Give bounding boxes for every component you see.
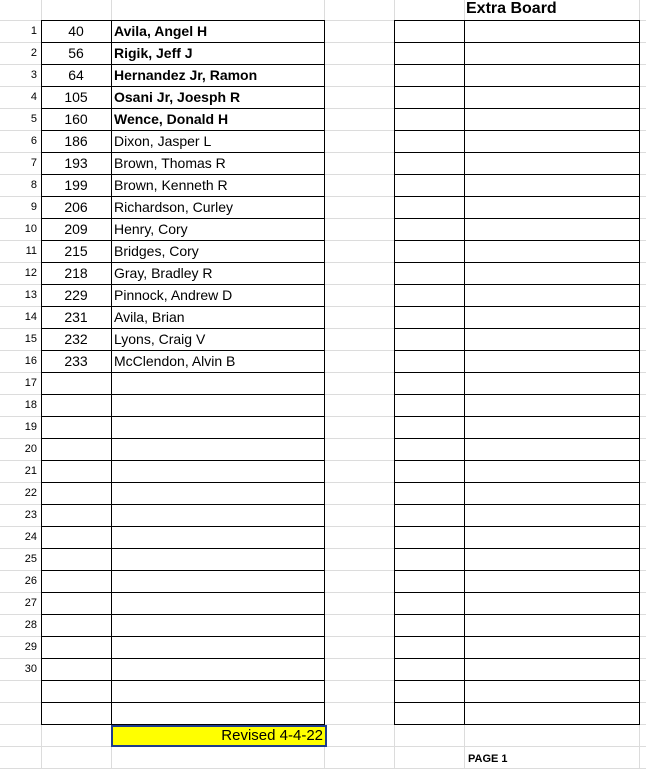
employee-name-cell[interactable] (114, 593, 323, 614)
employee-name-cell[interactable] (114, 505, 323, 526)
employee-name-cell[interactable]: Pinnock, Andrew D (114, 287, 233, 303)
employee-name-cell[interactable]: Wence, Donald H (114, 111, 229, 127)
employee-name-cell[interactable]: Lyons, Craig V (114, 331, 206, 347)
badge-number-cell[interactable]: 160 (64, 111, 88, 127)
badge-number-cell[interactable] (42, 571, 110, 592)
employee-name-cell[interactable] (114, 549, 323, 570)
badge-number-cell[interactable] (42, 395, 110, 416)
row-number: 21 (24, 465, 37, 477)
badge-number-cell[interactable] (42, 439, 110, 460)
employee-name-cell[interactable]: Brown, Kenneth R (114, 177, 228, 193)
badge-number-cell[interactable] (42, 417, 110, 438)
badge-number-cell[interactable]: 209 (64, 221, 88, 237)
row-number: 24 (24, 531, 37, 543)
employee-name-cell[interactable]: Bridges, Cory (114, 243, 199, 259)
row-number (2, 681, 37, 702)
employee-name-cell[interactable] (114, 637, 323, 658)
grid-line-horizontal (394, 482, 640, 483)
employee-name-cell[interactable] (114, 659, 323, 680)
badge-number-cell[interactable]: 233 (64, 353, 88, 369)
employee-name-cell[interactable] (114, 395, 323, 416)
employee-name-cell[interactable] (114, 681, 323, 702)
extra-board-title: Extra Board (466, 0, 557, 17)
badge-number-cell[interactable]: 215 (64, 243, 88, 259)
grid-line-horizontal (394, 108, 640, 109)
employee-name-cell[interactable]: Osani Jr, Joesph R (114, 89, 241, 105)
grid-line-horizontal (394, 526, 640, 527)
badge-number-cell[interactable] (42, 373, 110, 394)
badge-number-cell[interactable]: 231 (64, 309, 88, 325)
row-number: 27 (24, 597, 37, 609)
badge-number-cell[interactable] (42, 659, 110, 680)
grid-line-horizontal (394, 42, 640, 43)
grid-line-horizontal (394, 636, 640, 637)
employee-name-cell[interactable]: Gray, Bradley R (114, 265, 213, 281)
grid-line-horizontal (394, 196, 640, 197)
grid-line-horizontal (394, 350, 640, 351)
badge-number-cell[interactable]: 186 (64, 133, 88, 149)
revised-date-cell[interactable]: Revised 4-4-22 (111, 725, 327, 747)
grid-line-horizontal (394, 130, 640, 131)
grid-line-horizontal (394, 570, 640, 571)
grid-line-horizontal (394, 614, 640, 615)
row-number: 17 (24, 377, 37, 389)
row-number: 4 (30, 91, 37, 103)
employee-name-cell[interactable] (114, 373, 323, 394)
row-number: 14 (24, 311, 37, 323)
grid-line-horizontal (394, 372, 640, 373)
row-number: 6 (30, 135, 37, 147)
grid-line-vertical (639, 20, 640, 725)
grid-line-horizontal (394, 262, 640, 263)
row-number: 20 (24, 443, 37, 455)
page-label: PAGE 1 (468, 753, 508, 765)
grid-line-horizontal (394, 328, 640, 329)
badge-number-cell[interactable]: 56 (68, 45, 84, 61)
employee-name-cell[interactable]: Richardson, Curley (114, 199, 234, 215)
grid-line-horizontal (394, 680, 640, 681)
grid-line-horizontal (394, 504, 640, 505)
employee-name-cell[interactable] (114, 571, 323, 592)
grid-line-horizontal (394, 416, 640, 417)
grid-line-vertical (111, 20, 112, 725)
badge-number-cell[interactable]: 105 (64, 89, 88, 105)
badge-number-cell[interactable] (42, 527, 110, 548)
row-number: 5 (30, 113, 37, 125)
grid-line-horizontal (394, 20, 640, 21)
grid-line-horizontal (394, 174, 640, 175)
employee-name-cell[interactable]: Avila, Brian (114, 309, 185, 325)
row-number: 1 (30, 25, 37, 37)
grid-line-horizontal (394, 306, 640, 307)
row-number: 23 (24, 509, 37, 521)
grid-line-vertical (324, 20, 325, 725)
row-number (2, 703, 37, 724)
row-number: 18 (24, 399, 37, 411)
badge-number-cell[interactable]: 232 (64, 331, 88, 347)
grid-line-horizontal (394, 86, 640, 87)
grid-line-horizontal (394, 548, 640, 549)
row-number: 26 (24, 575, 37, 587)
grid-line-vertical (464, 20, 465, 725)
row-number: 25 (24, 553, 37, 565)
row-number: 22 (24, 487, 37, 499)
grid-line-horizontal (394, 438, 640, 439)
badge-number-cell[interactable]: 229 (64, 287, 88, 303)
badge-number-cell[interactable] (42, 461, 110, 482)
employee-name-cell[interactable]: Henry, Cory (114, 221, 188, 237)
row-number: 3 (30, 69, 37, 81)
employee-name-cell[interactable] (114, 461, 323, 482)
employee-name-cell[interactable] (114, 527, 323, 548)
row-number: 19 (24, 421, 37, 433)
row-number: 29 (24, 641, 37, 653)
row-number: 2 (30, 47, 37, 59)
badge-number-cell[interactable]: 193 (64, 155, 88, 171)
employee-name-cell[interactable] (114, 417, 323, 438)
grid-line-vertical (394, 20, 395, 725)
grid-line-horizontal (394, 64, 640, 65)
badge-number-cell[interactable] (42, 681, 110, 702)
row-number: 28 (24, 619, 37, 631)
badge-number-cell[interactable] (42, 703, 110, 724)
employee-name-cell[interactable]: McClendon, Alvin B (114, 353, 236, 369)
badge-number-cell[interactable] (42, 549, 110, 570)
employee-name-cell[interactable]: Dixon, Jasper L (114, 133, 212, 149)
badge-number-cell[interactable]: 206 (64, 199, 88, 215)
grid-line-horizontal (394, 702, 640, 703)
row-number: 9 (30, 201, 37, 213)
row-number: 16 (24, 355, 37, 367)
badge-number-cell[interactable]: 64 (68, 67, 84, 83)
employee-name-cell[interactable]: Avila, Angel H (114, 23, 208, 39)
badge-number-cell[interactable] (42, 593, 110, 614)
badge-number-cell[interactable] (42, 637, 110, 658)
badge-number-cell[interactable] (42, 505, 110, 526)
badge-number-cell[interactable]: 40 (68, 23, 84, 39)
grid-line-horizontal (394, 592, 640, 593)
grid-line-horizontal (394, 394, 640, 395)
grid-line-horizontal (394, 460, 640, 461)
grid-line-horizontal (394, 152, 640, 153)
row-number: 11 (25, 245, 37, 257)
badge-number-cell[interactable]: 199 (64, 177, 88, 193)
employee-name-cell[interactable] (114, 439, 323, 460)
employee-name-cell[interactable]: Brown, Thomas R (114, 155, 226, 171)
grid-line-horizontal (394, 284, 640, 285)
badge-number-cell[interactable] (42, 615, 110, 636)
row-number: 8 (30, 179, 37, 191)
employee-name-cell[interactable]: Rigik, Jeff J (114, 45, 193, 61)
grid-line-horizontal (394, 218, 640, 219)
grid-line-horizontal (394, 240, 640, 241)
employee-name-cell[interactable] (114, 483, 323, 504)
employee-name-cell[interactable] (114, 615, 323, 636)
row-number: 30 (24, 663, 37, 675)
badge-number-cell[interactable]: 218 (64, 265, 88, 281)
row-number: 12 (24, 267, 37, 279)
row-number: 7 (30, 157, 37, 169)
grid-line-horizontal (394, 724, 640, 725)
row-number: 13 (24, 289, 37, 301)
employee-name-cell[interactable] (114, 703, 323, 724)
grid-line-horizontal (394, 658, 640, 659)
badge-number-cell[interactable] (42, 483, 110, 504)
row-number: 10 (24, 223, 37, 235)
employee-name-cell[interactable]: Hernandez Jr, Ramon (114, 67, 258, 83)
row-number: 15 (24, 333, 37, 345)
